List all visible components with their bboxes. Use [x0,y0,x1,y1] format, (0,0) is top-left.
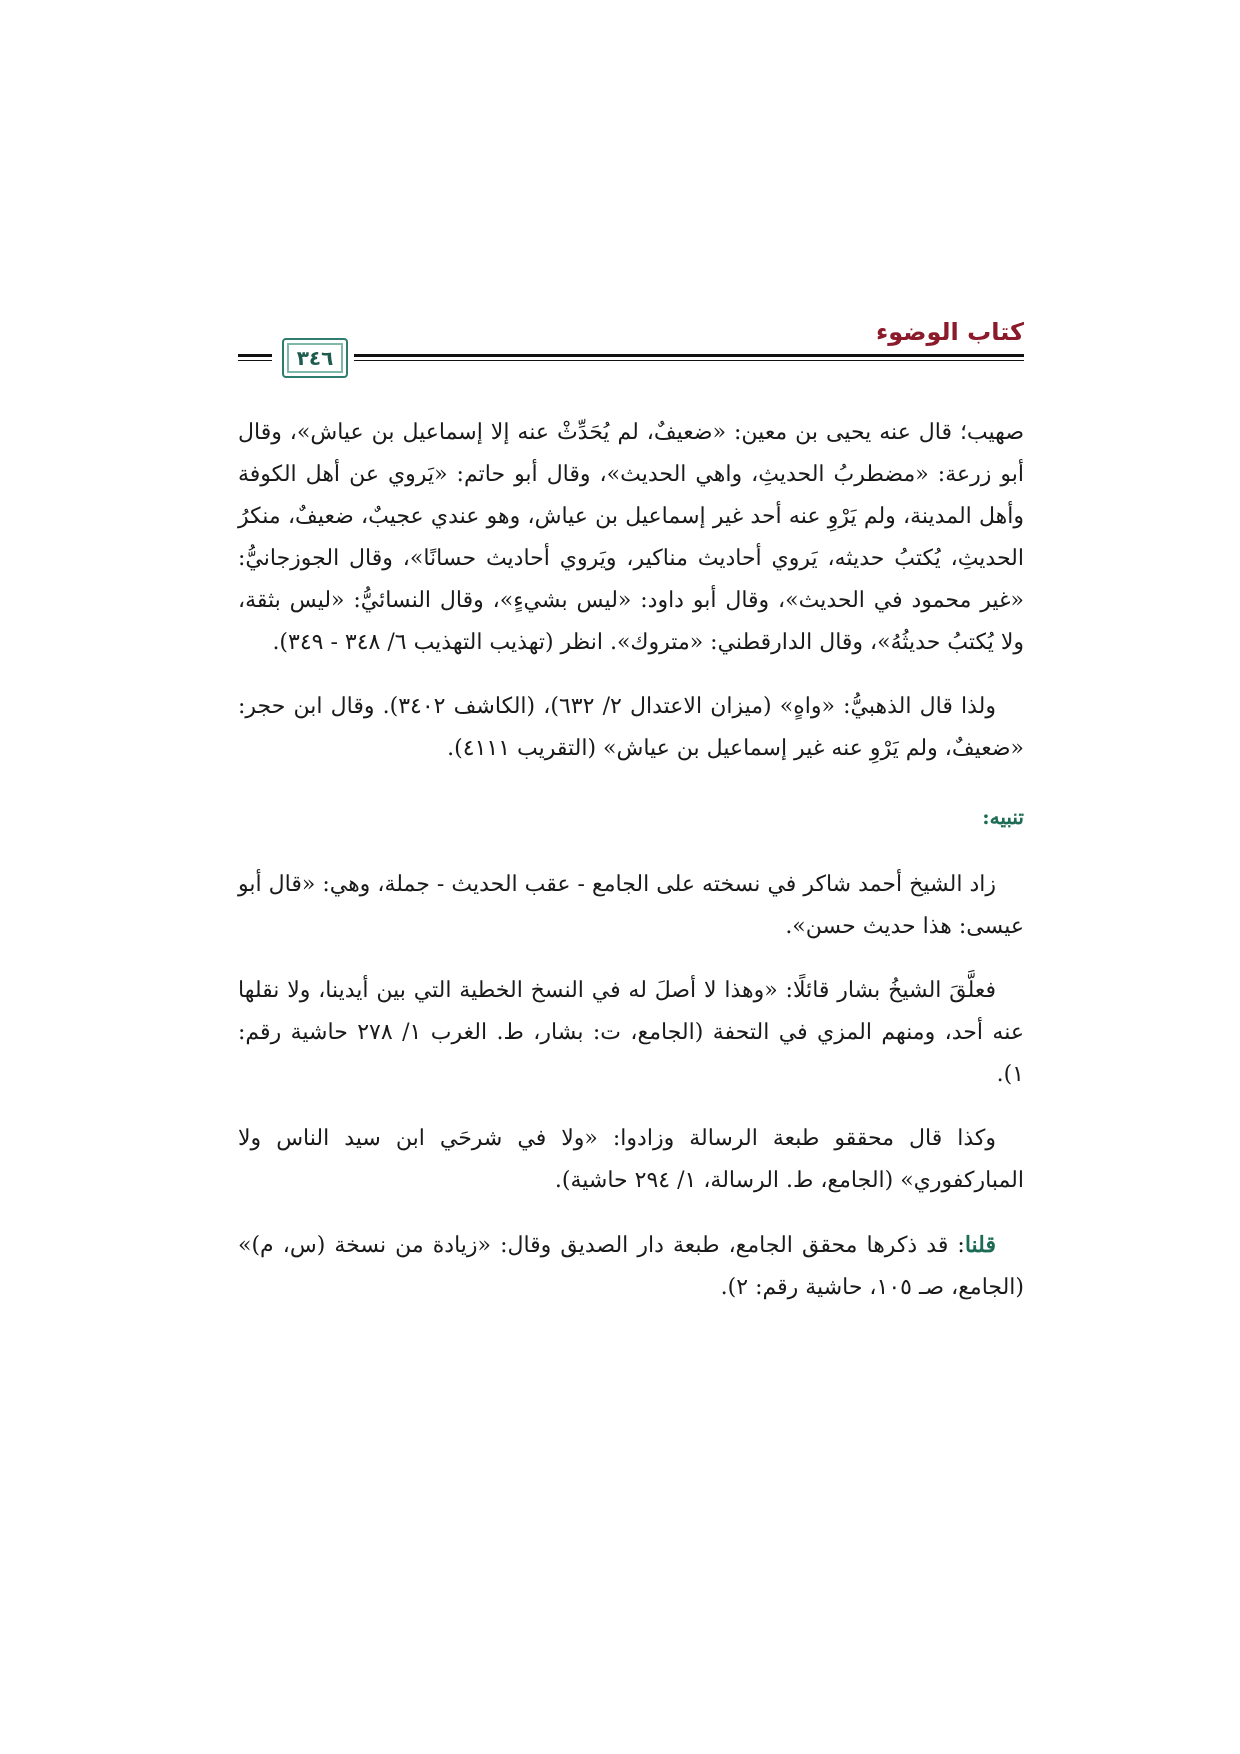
header-rule-thin [238,360,1024,361]
book-page [238,0,1024,1754]
note-paragraph-4 [238,1224,1024,1309]
header-rule-thick [238,354,1024,357]
note-paragraph-1: زاد الشيخ أحمد شاكر في نسخته على الجامع - عقب الحديث - جملة، وهي: «قال أبو عيسى: هذا حديث حسن». [238,872,1024,939]
note-lead-word: قلنا [964,1232,996,1258]
note-heading: تنبيه: [982,805,1024,829]
body-paragraph-1: صهيب؛ قال عنه يحيى بن معين: «ضعيفٌ، لم يُحَدِّثْ عنه إلا إسماعيل بن عياش»، وقال أبو زرعة: «مضطربُ الحديثِ، واهي الحديث»، وقال أبو حاتم: «يَروي عن أهل الكوفة وأهل المدينة، ولم يَرْوِ عنه أحد غير إسماعيل بن عياش، وهو عندي عجيبٌ، ضعيفٌ، منكرُ الحديثِ، يُكتبُ حديثه، يَروي أحاديث مناكير، ويَروي أحاديث حسانًا»، وقال الجوزجانيُّ: «غير محمود في الحديث»، وقال أبو داود: «ليس بشيءٍ»، وقال النسائيُّ: «ليس بثقة، ولا يُكتبُ حديثُهُ»، وقال الدارقطني: «متروك». انظر (تهذيب التهذيب ٦/ ٣٤٨ - ٣٤٩). [238,420,1024,655]
body-paragraph-2: ولذا قال الذهبيُّ: «واهٍ» (ميزان الاعتدال ٢/ ٦٣٢)، (الكاشف ٣٤٠٢). وقال ابن حجر: «ضعيفٌ، ولم يَرْوِ عنه غير إسماعيل بن عياش» (التقريب ٤١١١). [238,694,1024,761]
page-number: ٣٤٦ [296,346,334,370]
book-title: كتاب الوضوء [875,318,1024,346]
note-paragraph-2: فعلَّقَ الشيخُ بشار قائلًا: «وهذا لا أصلَ له في النسخ الخطية التي بين أيدينا، ولا نقلها عنه أحد، ومنهم المزي في التحفة (الجامع، ت: بشار، ط. الغرب ١/ ٢٧٨ حاشية رقم: ١). [238,978,1024,1087]
note-paragraph-4-text: : قد ذكرها محقق الجامع، طبعة دار الصديق وقال: «زيادة من نسخة (س، م)» (الجامع، صـ ١٠٥، حاشية رقم: ٢). [238,1233,1024,1300]
note-paragraph-3: وكذا قال محققو طبعة الرسالة وزادوا: «ولا في شرحَي ابن سيد الناس ولا المباركفوري» (الجامع، ط. الرسالة، ١/ ٢٩٤ حاشية). [238,1126,1024,1193]
page-content [238,412,1024,1331]
page-header [238,310,1024,390]
page-number-badge [282,338,348,378]
